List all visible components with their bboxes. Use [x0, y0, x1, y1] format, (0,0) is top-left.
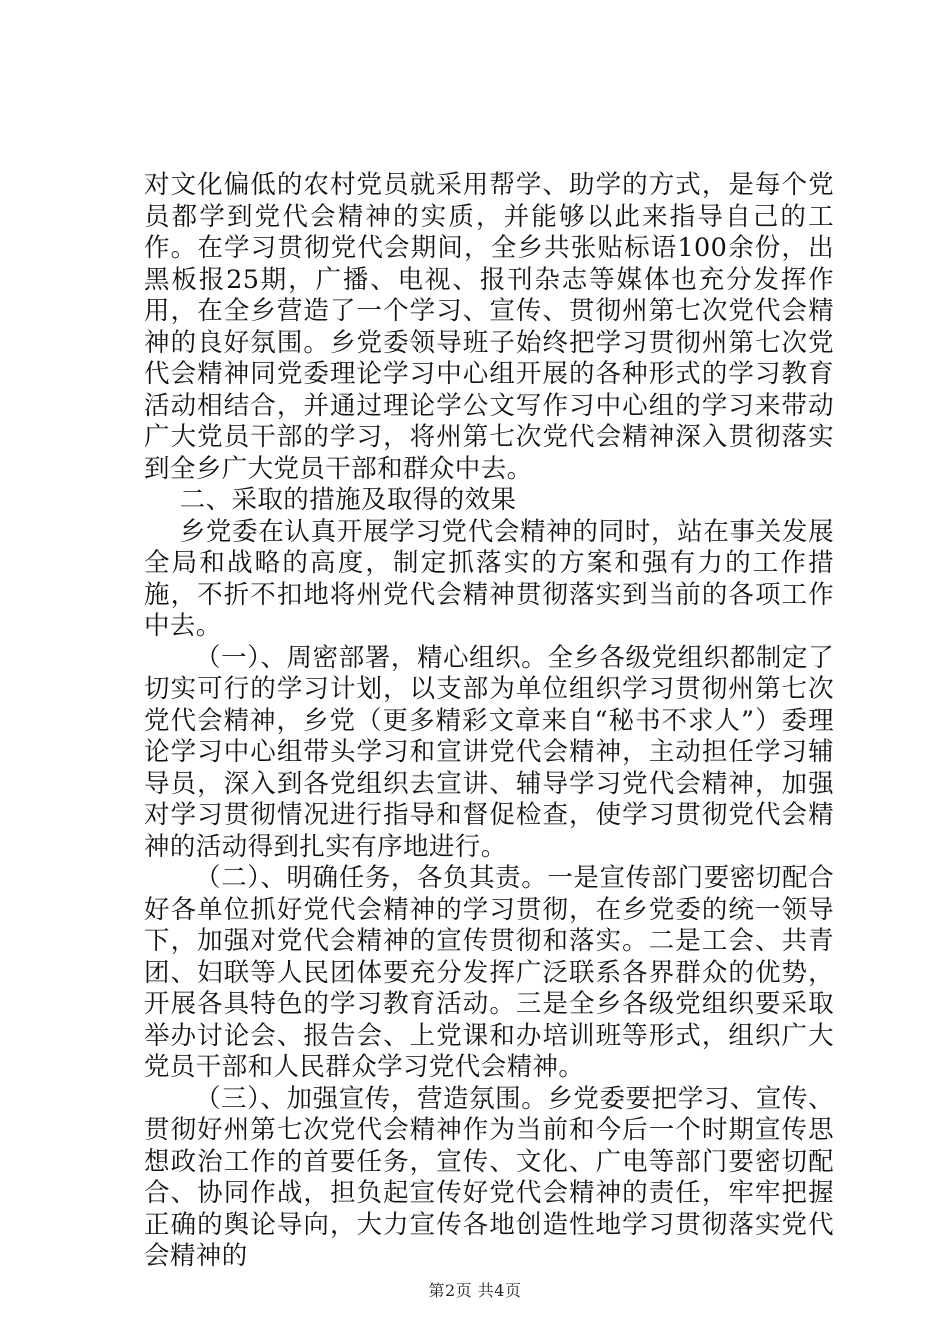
page-number-footer: 第2页 共4页 — [428, 1281, 522, 1300]
paragraph-item-1: （一）、周密部署，精心组织。全乡各级党组织都制定了切实可行的学习计划，以支部为单位组织学习贯彻州第七次党代会精神，乡党（更多精彩文章来自“秘书不求人”）委理论学习中心组带头学习和宣讲党代会精神，主动担任学习辅导员，深入到各党组织去宣讲、辅导学习党代会精神，加强对学习贯彻情况进行指导和督促检查，使学习贯彻党代会精神的活动得到扎实有序地进行。 — [144, 642, 834, 862]
paragraph-intro: 乡党委在认真开展学习党代会精神的同时，站在事关发展全局和战略的高度，制定抓落实的方案和强有力的工作措施，不折不扣地将州党代会精神贯彻落实到当前的各项工作中去。 — [144, 516, 834, 641]
document-body — [144, 170, 834, 1273]
section-heading: 二、采取的措施及取得的效果 — [179, 485, 517, 515]
paragraph-item-2: （二）、明确任务，各负其责。一是宣传部门要密切配合好各单位抓好党代会精神的学习贯彻，在乡党委的统一领导下，加强对党代会精神的宣传贯彻和落实。二是工会、共青团、妇联等人民团体要充分发挥广泛联系各界群众的优势，开展各具特色的学习教育活动。三是全乡各级党组织要采取举办讨论会、报告会、上党课和办培训班等形式，组织广大党员干部和人民群众学习党代会精神。 — [144, 863, 834, 1082]
paragraph-continuation: 对文化偏低的农村党员就采用帮学、助学的方式，是每个党员都学到党代会精神的实质，并能够以此来指导自己的工作。在学习贯彻党代会期间，全乡共张贴标语100余份，出黑板报25期，广播、电视、报刊杂志等媒体也充分发挥作用，在全乡营造了一个学习、宣传、贯彻州第七次党代会精神的良好氛围。乡党委领导班子始终把学习贯彻州第七次党代会精神同党委理论学习中心组开展的各种形式的学习教育活动相结合，并通过理论学公文写作习中心组的学习来带动广大党员干部的学习，将州第七次党代会精神深入贯彻落实到全乡广大党员干部和群众中去。 — [144, 170, 834, 484]
paragraph-item-3: （三）、加强宣传，营造氛围。乡党委要把学习、宣传、贯彻好州第七次党代会精神作为当前和今后一个时期宣传思想政治工作的首要任务，宣传、文化、广电等部门要密切配合、协同作战，担负起宣传好党代会精神的责任，牢牢把握正确的舆论导向，大力宣传各地创造性地学习贯彻落实党代会精神的 — [144, 1083, 834, 1271]
